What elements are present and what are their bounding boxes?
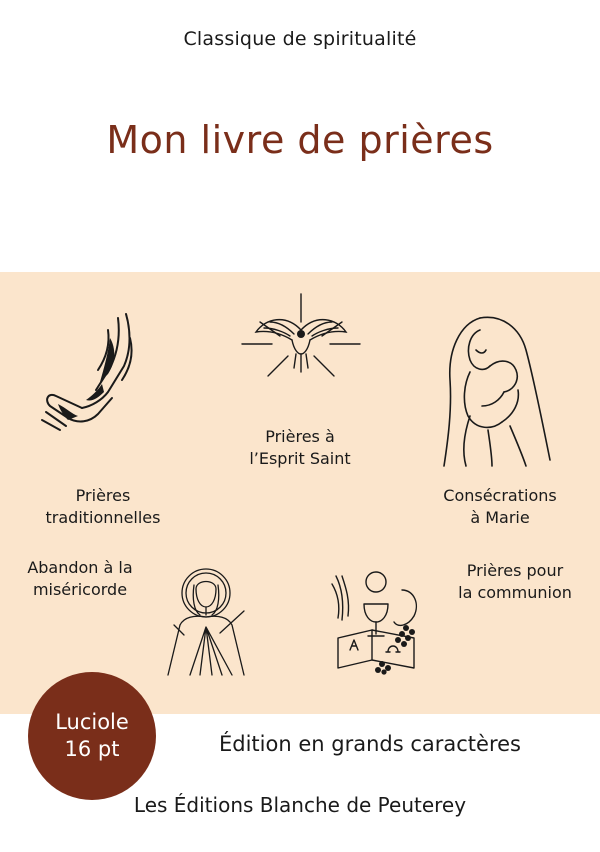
label-misericorde: Abandon à la miséricorde (27, 558, 133, 599)
label-traditionnelles: Prières traditionnelles (45, 486, 161, 527)
divine-mercy-icon (160, 565, 252, 677)
book-title: Mon livre de prières (106, 118, 494, 162)
label-marie: Consécrations à Marie (443, 486, 557, 527)
series-title: Classique de spiritualité (183, 28, 417, 50)
badge-font-size: 16 pt (64, 737, 120, 761)
publisher-name: Les Éditions Blanche de Peuterey (133, 793, 467, 817)
virgin-and-child-icon (440, 310, 555, 470)
font-badge (28, 672, 156, 800)
label-esprit-saint: Prières à l’Esprit Saint (249, 427, 351, 468)
label-communion: Prières pour la communion (458, 561, 572, 602)
holy-spirit-dove-icon (240, 292, 362, 380)
chalice-and-grapes-icon (328, 568, 424, 676)
praying-hands-icon (38, 308, 138, 432)
badge-font-name: Luciole (55, 710, 129, 734)
edition-note: Édition en grands caractères (219, 732, 521, 756)
